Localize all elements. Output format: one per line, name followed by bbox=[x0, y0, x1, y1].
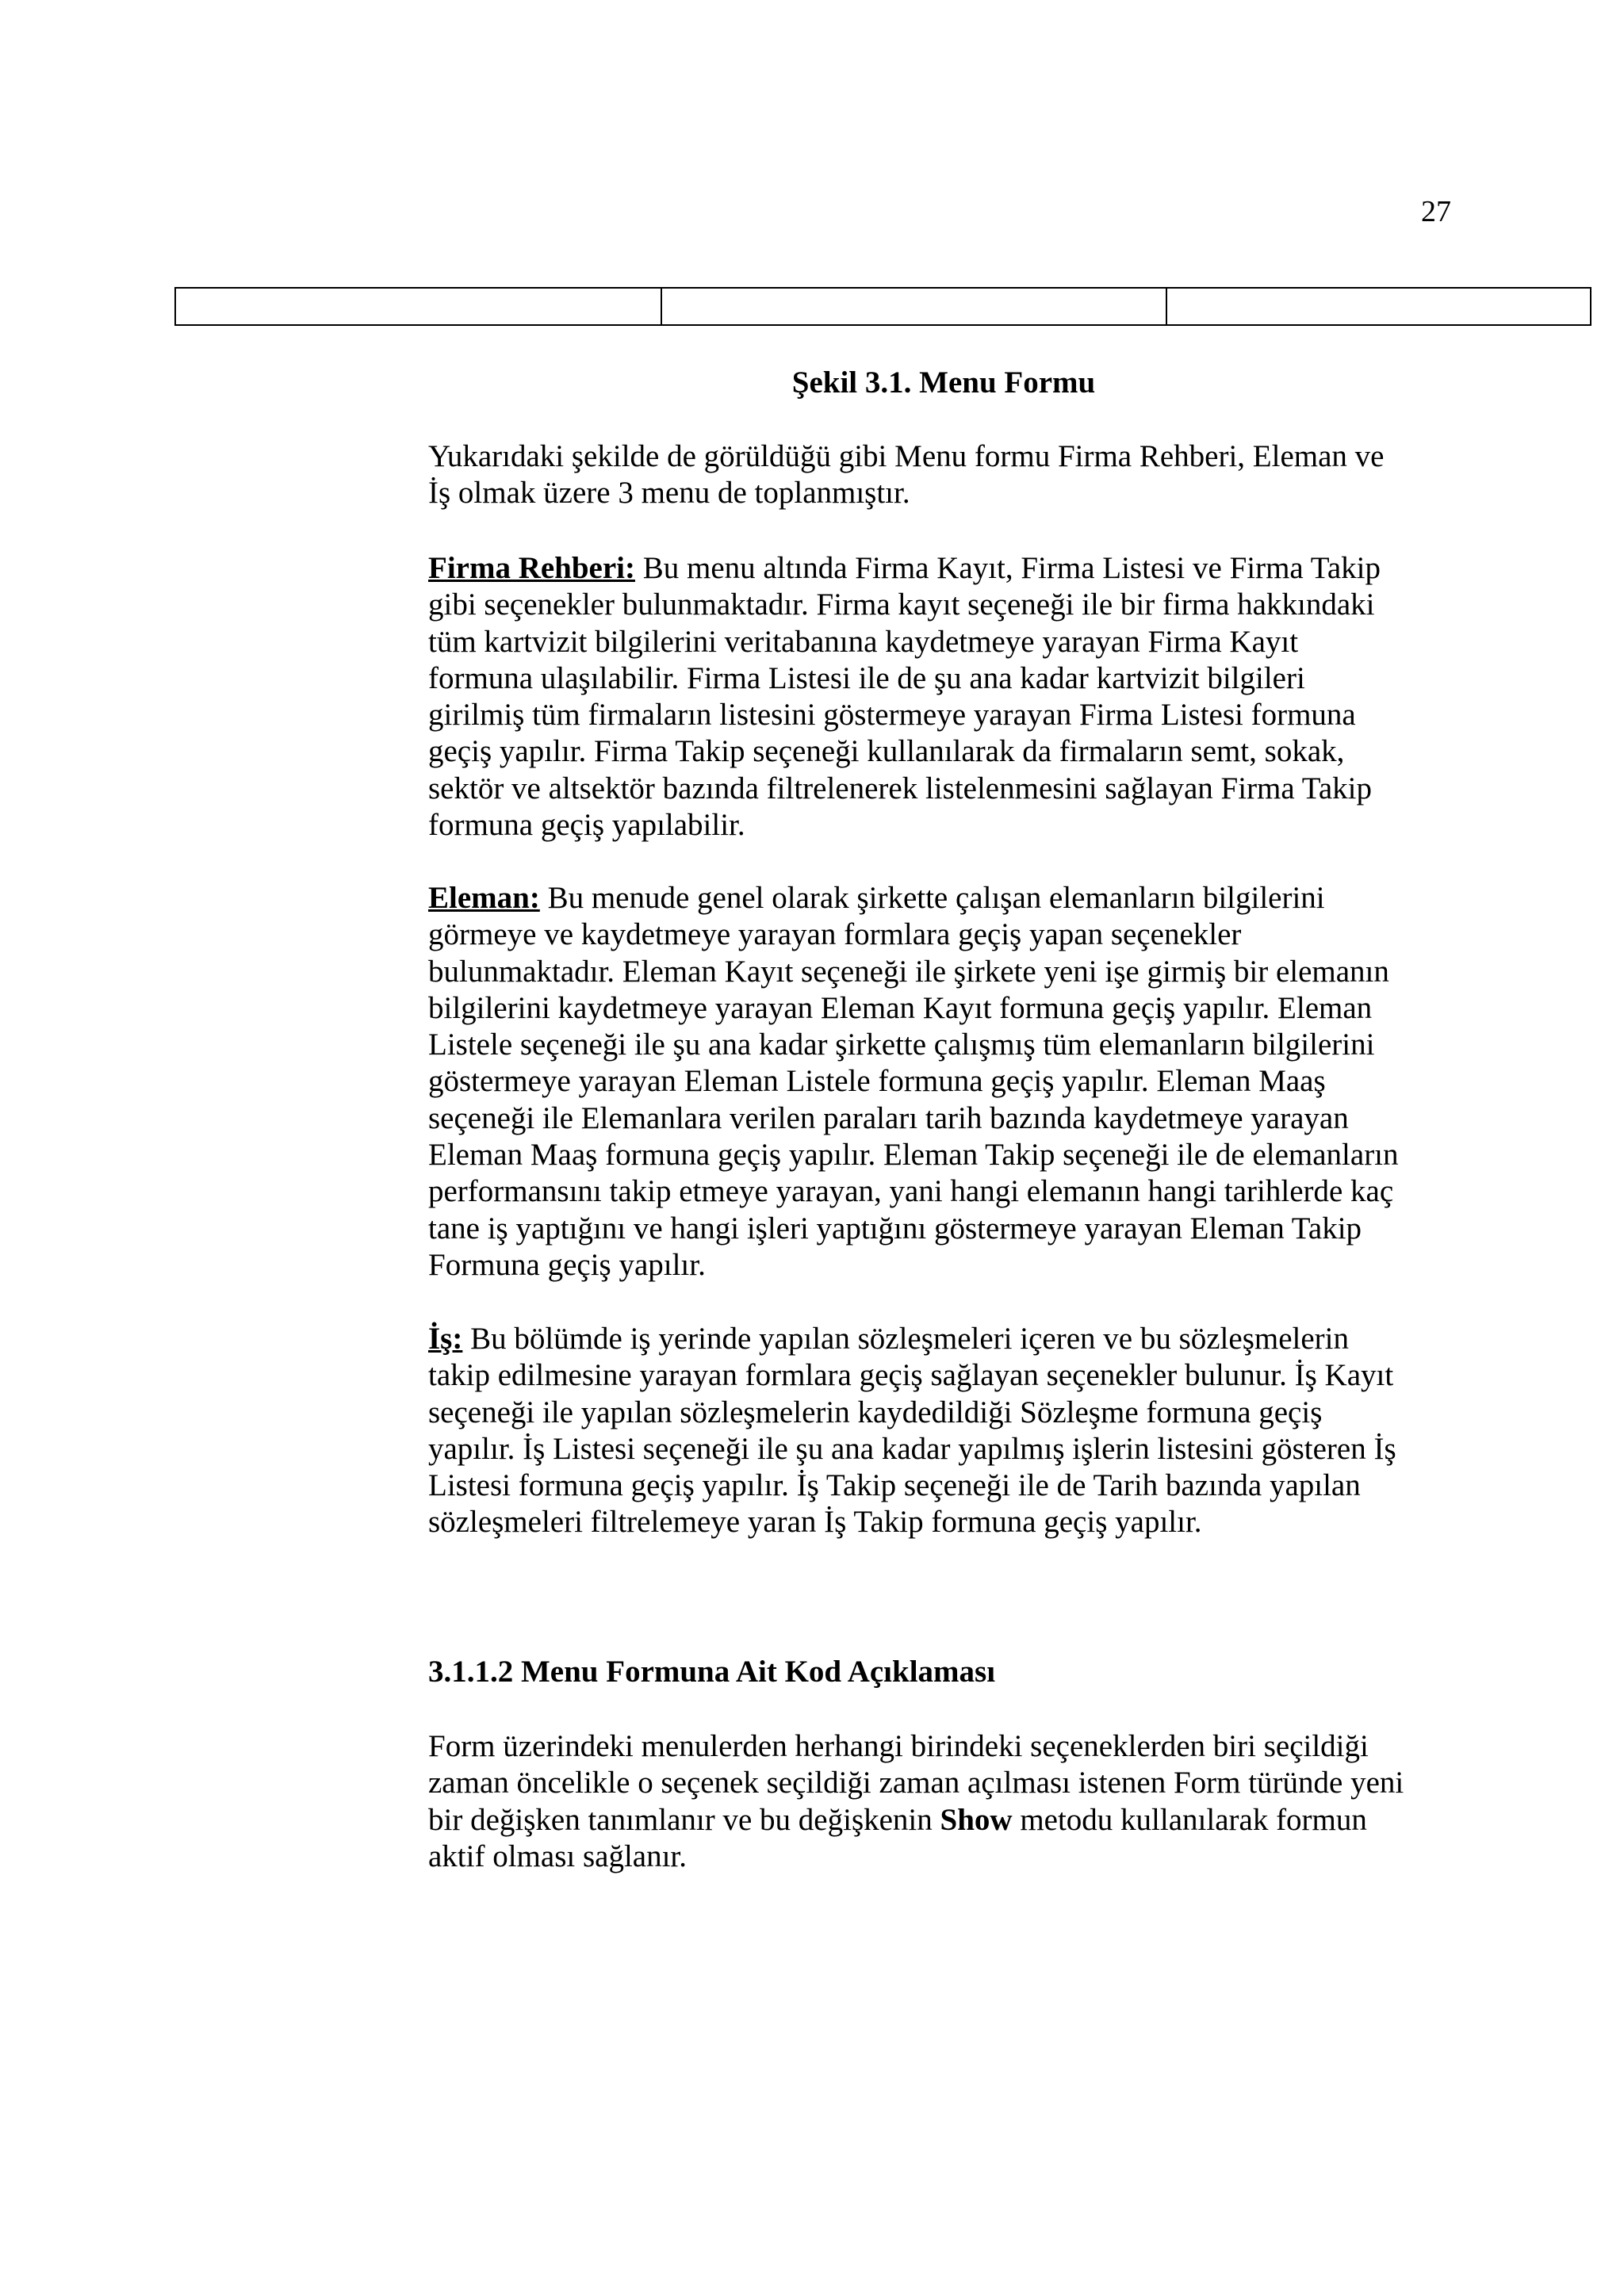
paragraph-line: formuna ulaşılabilir. Firma Listesi ile de şu ana kadar kartvizit bilgileri bbox=[428, 660, 1305, 695]
section-lead: Eleman: bbox=[428, 881, 540, 915]
paragraph-line: bilgilerini kaydetmeye yarayan Eleman Kayıt formuna geçiş yapılır. Eleman bbox=[428, 990, 1373, 1025]
paragraph-line: sektör ve altsektör bazında filtrelenerek listelenmesini sağlayan Firma Takip bbox=[428, 771, 1372, 806]
paragraph-line: Listele seçeneği ile şu ana kadar şirkette çalışmış tüm elemanların bilgilerini bbox=[428, 1027, 1375, 1062]
section-lead: Firma Rehberi: bbox=[428, 551, 636, 585]
paragraph-line: girilmiş tüm firmaların listesini göstermeye yarayan Firma Listesi formuna bbox=[428, 698, 1356, 733]
paragraph-line: aktif olması sağlanır. bbox=[428, 1839, 688, 1873]
paragraph-line: Form üzerindeki menulerden herhangi birindeki seçeneklerden biri seçildiği bbox=[428, 1729, 1369, 1763]
paragraph-line: gibi seçenekler bulunmaktadır. Firma kayıt seçeneği ile bir firma hakkındaki bbox=[428, 587, 1375, 622]
section-first-line bbox=[428, 1321, 1459, 1357]
paragraph-line: Listesi formuna geçiş yapılır. İş Takip seçeneği ile de Tarih bazında yapılan bbox=[428, 1468, 1361, 1503]
page-number: 27 bbox=[1421, 195, 1451, 228]
section-first-line-text: Bu bölümde iş yerinde yapılan sözleşmeleri içeren ve bu sözleşmelerin bbox=[462, 1322, 1349, 1356]
paragraph-line: tüm kartvizit bilgilerini veritabanına kaydetmeye yarayan Firma Kayıt bbox=[428, 624, 1299, 659]
table-cell bbox=[175, 288, 661, 325]
paragraph-line: takip edilmesine yarayan formlara geçiş sağlayan seçenekler bulunur. İş Kayıt bbox=[428, 1358, 1394, 1393]
bold-method-name: Show bbox=[940, 1802, 1013, 1837]
paragraph-line: tane iş yaptığını ve hangi işleri yaptığını göstermeye yarayan Eleman Takip bbox=[428, 1211, 1362, 1246]
final-paragraph bbox=[428, 1728, 1459, 1875]
paragraph-line: yapılır. İş Listesi seçeneği ile şu ana kadar yapılmış işlerin listesini gösteren İş bbox=[428, 1431, 1396, 1466]
section-first-line-text: Bu menu altında Firma Kayıt, Firma Listesi ve Firma Takip bbox=[635, 551, 1381, 585]
paragraph-line: seçeneği ile yapılan sözleşmelerin kaydedildiği Sözleşme formuna geçiş bbox=[428, 1395, 1323, 1429]
section-eleman bbox=[428, 880, 1459, 1284]
paragraph-line: performansını takip etmeye yarayan, yani hangi elemanın hangi tarihlerde kaç bbox=[428, 1174, 1394, 1209]
section-heading: 3.1.1.2 Menu Formuna Ait Kod Açıklaması bbox=[428, 1655, 996, 1689]
table-cell bbox=[1166, 288, 1591, 325]
paragraph-line: göstermeye yarayan Eleman Listele formuna geçiş yapılır. Eleman Maaş bbox=[428, 1064, 1326, 1099]
paragraph-line: Eleman Maaş formuna geçiş yapılır. Eleman Takip seçeneği ile de elemanların bbox=[428, 1138, 1399, 1173]
inline-text: bir değişken tanımlanır ve bu değişkenin bbox=[428, 1802, 940, 1837]
paragraph-line: görmeye ve kaydetmeye yarayan formlara geçiş yapan seçenekler bbox=[428, 917, 1242, 952]
paragraph-line: Yukarıdaki şekilde de görüldüğü gibi Menu formu Firma Rehberi, Eleman ve bbox=[428, 439, 1385, 473]
intro-paragraph bbox=[428, 438, 1459, 512]
table-row bbox=[175, 288, 1591, 325]
table-cell bbox=[661, 288, 1166, 325]
paragraph-line: formuna geçiş yapılabilir. bbox=[428, 808, 745, 843]
paragraph-line: seçeneği ile Elemanlara verilen paraları tarih bazında kaydetmeye yarayan bbox=[428, 1100, 1349, 1135]
paragraph-line bbox=[428, 1802, 1459, 1839]
paragraph-line: bulunmaktadır. Eleman Kayıt seçeneği ile şirkete yeni işe girmiş bir elemanın bbox=[428, 954, 1389, 989]
section-is bbox=[428, 1321, 1459, 1541]
section-first-line bbox=[428, 550, 1459, 587]
paragraph-line: İş olmak üzere 3 menu de toplanmıştır. bbox=[428, 476, 910, 511]
section-firma-rehberi bbox=[428, 550, 1459, 844]
figure-table bbox=[174, 287, 1591, 326]
section-lead: İş: bbox=[428, 1322, 463, 1356]
section-first-line-text: Bu menude genel olarak şirkette çalışan elemanların bilgilerini bbox=[539, 881, 1325, 915]
figure-caption: Şekil 3.1. Menu Formu bbox=[791, 365, 1096, 400]
inline-text: metodu kullanılarak formun bbox=[1012, 1802, 1367, 1837]
paragraph-line: Formuna geçiş yapılır. bbox=[428, 1247, 706, 1282]
section-first-line bbox=[428, 880, 1459, 916]
paragraph-line: zaman öncelikle o seçenek seçildiği zaman açılması istenen Form türünde yeni bbox=[428, 1766, 1404, 1800]
paragraph-line: geçiş yapılır. Firma Takip seçeneği kullanılarak da firmaların semt, sokak, bbox=[428, 734, 1345, 769]
paragraph-line: sözleşmeleri filtrelemeye yaran İş Takip formuna geçiş yapılır. bbox=[428, 1505, 1202, 1540]
